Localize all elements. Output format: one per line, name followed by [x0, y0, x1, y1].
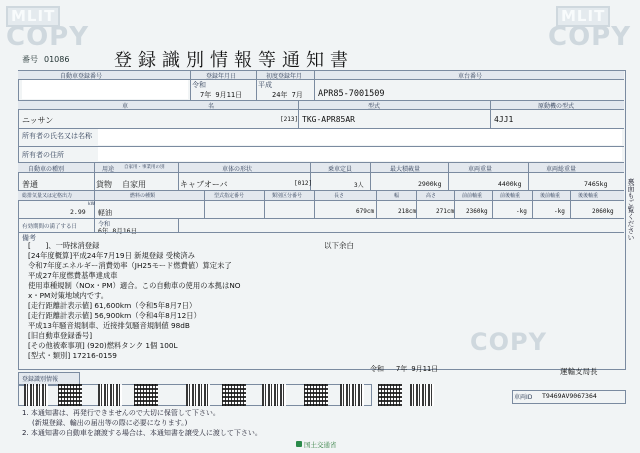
- maker-label: 車: [122, 103, 129, 110]
- private-value: 自家用: [122, 180, 146, 189]
- class-no-label: 類別区分番号: [272, 193, 303, 199]
- vehicle-number-redacted: [22, 80, 188, 99]
- model-no-label: 型式指定番号: [214, 193, 245, 199]
- code-block: [410, 384, 434, 406]
- code-block: [186, 384, 210, 406]
- owner-name-label: 所有者の氏名又は名称: [22, 132, 92, 140]
- fuel-value: 軽油: [98, 209, 112, 217]
- code-block: [24, 384, 48, 406]
- footer-note-2: 2. 本通知書の自動車を譲渡する場合は、本通知書を譲受人に渡して下さい。: [22, 429, 262, 437]
- remark-line: [その他被牽事項] (920)燃料タンク 1個 100L: [28, 341, 178, 350]
- codes-label: 登録識別情報: [22, 376, 59, 383]
- vehicle-id-label: 車両ID: [514, 394, 533, 401]
- body-code: [012]: [294, 180, 313, 187]
- reg-date-value: 7年 9月11日: [200, 91, 243, 99]
- remarks-end-note: 以下余白: [324, 241, 354, 250]
- width-value: 218cm: [398, 208, 417, 215]
- reg-date-label: 登録年月日: [206, 73, 237, 80]
- document-number: 番号 01086: [22, 55, 70, 64]
- remark-line: [ ]、一時抹消登録: [28, 241, 100, 250]
- capacity-label: 乗車定員: [328, 166, 353, 173]
- valid-era: 令和: [98, 221, 111, 228]
- valid-date: 6年 8月16日: [98, 227, 138, 235]
- engine-label: 原動機の型式: [538, 103, 575, 110]
- chassis-value: APR85-7001509: [318, 89, 385, 99]
- use-label: 用途: [102, 166, 115, 173]
- body-value: キャブオーバ: [180, 180, 228, 189]
- body-label: 車体の形状: [222, 166, 253, 173]
- first-reg-label: 初度登録年月: [266, 73, 303, 80]
- displacement-unit: kW: [88, 202, 96, 207]
- ministry-mark: 国土交通省: [296, 440, 337, 449]
- code-block: [58, 384, 82, 406]
- fr-label: 前後軸重: [500, 193, 521, 199]
- gross-label: 車両総重量: [546, 166, 577, 173]
- kind-value: 普通: [22, 180, 38, 189]
- footer-note-1: 1. 本通知書は、再発行できませんので大切に保管して下さい。: [22, 409, 220, 417]
- code-block: [304, 384, 328, 406]
- remarks-label: 備考: [22, 234, 36, 242]
- spec2-header-band: [18, 191, 624, 200]
- remark-line: [旧自動車登録番号]: [28, 331, 93, 340]
- remark-line: 平成13年騒音規制車、近接排気騒音規制値 98dB: [28, 321, 190, 330]
- code-block: [134, 384, 158, 406]
- code-block: [340, 384, 364, 406]
- fuel-label: 燃料の種類: [130, 193, 156, 199]
- gross-value: 7465kg: [584, 180, 608, 188]
- reg-era: 令和: [192, 81, 206, 89]
- height-value: 271cm: [436, 208, 455, 215]
- length-value: 679cm: [356, 208, 375, 215]
- issue-era: 令和: [370, 365, 384, 373]
- footer-note-1b: (新規登録、輸出の届出等の際に必要になります。): [32, 419, 188, 427]
- ff-value: 2360kg: [466, 208, 488, 215]
- mlit-watermark-right: MLIT: [556, 6, 610, 27]
- first-reg-era: 平成: [258, 81, 272, 89]
- max-load-value: 2900kg: [418, 180, 442, 188]
- first-reg-value: 24年 7月: [272, 91, 303, 99]
- name-label: 名: [208, 103, 215, 110]
- remark-line: [走行距離計表示値] 56,900km（令和4年8月12日）: [28, 311, 201, 320]
- remark-line: [型式・類別] 17216-0159: [28, 351, 117, 360]
- engine-value: 4JJ1: [494, 115, 514, 124]
- private-label: 自家用・事業用の別: [124, 165, 165, 170]
- code-block: [222, 384, 246, 406]
- vehicle-header-band: [18, 101, 624, 109]
- remark-line: x・PM対策地域内です。: [28, 291, 109, 300]
- vehicle-number-label: 自動車登録番号: [60, 73, 103, 80]
- capacity-value: 3人: [354, 182, 364, 189]
- fr-value: -kg: [516, 208, 527, 215]
- rf-value: -kg: [554, 208, 565, 215]
- remark-line: 令和7年度エネルギー消費効率（JH25モード燃費値）算定未了: [28, 261, 232, 270]
- height-label: 高さ: [426, 193, 437, 199]
- remark-line: 平成27年度燃費基準達成車: [28, 271, 118, 280]
- copy-watermark-right: COPY: [548, 22, 632, 52]
- rr-value: 2060kg: [592, 208, 614, 215]
- remark-line: [24年度概算]平成24年7月19日 新規登録 受検済み: [28, 251, 195, 260]
- document-title: 登録識別情報等通知書: [114, 50, 354, 71]
- model-code: [213]: [280, 116, 299, 123]
- weight-label: 車両重量: [468, 166, 493, 173]
- owner-name-redacted: [98, 129, 622, 145]
- width-label: 幅: [394, 193, 400, 199]
- displacement-value: 2.99: [70, 208, 86, 216]
- vehicle-id-value: T9469AV9067364: [542, 392, 597, 400]
- maker-value: ニッサン: [22, 116, 54, 125]
- length-label: 長さ: [334, 193, 345, 199]
- issuing-office: 運輸支局長: [560, 367, 598, 376]
- use-value: 貨物: [96, 180, 112, 189]
- copy-watermark-bottom: COPY: [470, 328, 547, 356]
- remark-line: 使用車種規制（NOx・PM）適合。この自動車の使用の本拠はNO: [28, 281, 241, 290]
- model-label: 型式: [368, 103, 381, 110]
- kind-label: 自動車の種別: [28, 166, 65, 173]
- owner-address-label: 所有者の住所: [22, 151, 64, 159]
- ff-label: 前前軸重: [462, 193, 483, 199]
- chassis-label: 車台番号: [458, 73, 483, 80]
- model-value: TKG-APR85AR: [302, 115, 355, 124]
- code-block: [262, 384, 286, 406]
- rr-label: 後後軸重: [578, 193, 599, 199]
- ministry-logo-icon: [296, 441, 302, 447]
- displacement-label: 総排気量又は定格出力: [22, 193, 73, 199]
- valid-label: 有効期間の満了する日: [22, 224, 78, 230]
- side-note: 裏面もご覧ください: [627, 178, 635, 241]
- mlit-watermark: MLIT: [6, 6, 60, 27]
- code-block: [98, 384, 122, 406]
- reg-header-band: [18, 71, 624, 79]
- rf-label: 後前軸重: [540, 193, 561, 199]
- owner-address-redacted: [98, 147, 622, 161]
- issue-date: 7年 9月11日: [396, 365, 439, 373]
- code-block: [378, 384, 402, 406]
- remark-line: [走行距離計表示値] 61,600km（令和5年8月7日）: [28, 301, 197, 310]
- copy-watermark: COPY: [6, 22, 90, 52]
- weight-value: 4400kg: [498, 180, 522, 188]
- max-load-label: 最大積載量: [390, 166, 421, 173]
